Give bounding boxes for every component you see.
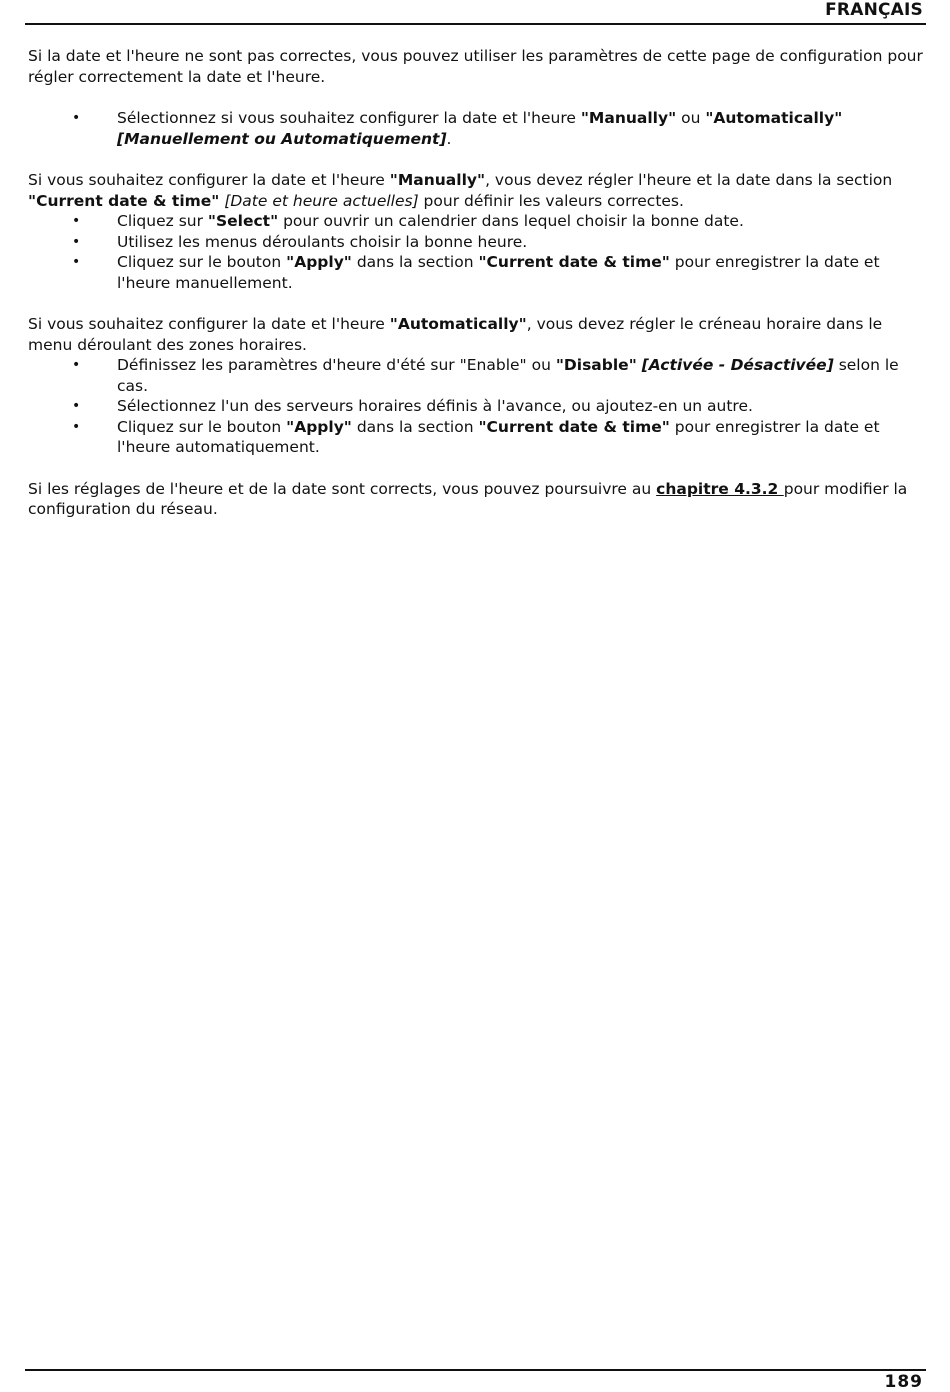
manual-steps-list xyxy=(28,211,923,293)
list-item: • Cliquez sur le bouton "Apply" dans la section "Current date & time" pour enregistrer la date et l'heure manuellement. xyxy=(28,252,923,293)
current-date-time-label: "Current date & time" xyxy=(28,191,220,210)
language-header: FRANÇAIS xyxy=(825,0,923,20)
translation-note: [Date et heure actuelles] xyxy=(224,191,419,210)
mode-selection-list xyxy=(28,108,923,149)
list-item: • Sélectionnez l'un des serveurs horaires définis à l'avance, ou ajoutez-en un autre. xyxy=(28,396,923,417)
disable-label: "Disable" xyxy=(555,356,637,374)
list-item: • Cliquez sur le bouton "Apply" dans la section "Current date & time" pour enregistrer la date et l'heure automatiquement. xyxy=(28,417,923,458)
header-rule xyxy=(25,23,926,25)
closing-paragraph: Si les réglages de l'heure et de la date sont corrects, vous pouvez poursuivre au chapitre 4.3.2 pour modifier la configuration du réseau. xyxy=(28,479,908,518)
page-content xyxy=(28,46,923,520)
automatic-steps-list xyxy=(28,355,923,458)
page-number: 189 xyxy=(884,1372,923,1392)
current-date-time-label: "Current date & time" xyxy=(478,417,670,436)
list-item: • Cliquez sur "Select" pour ouvrir un calendrier dans lequel choisir la bonne date. xyxy=(28,211,923,232)
automatically-label: "Automatically" xyxy=(705,109,843,127)
select-label: "Select" xyxy=(207,212,279,230)
chapter-link[interactable]: chapitre 4.3.2 xyxy=(656,479,784,498)
automatic-paragraph: Si vous souhaitez configurer la date et l'heure "Automatically", vous devez régler le créneau horaire dans le menu déroulant des zones horaires. xyxy=(28,315,883,354)
list-item: • Utilisez les menus déroulants choisir la bonne heure. xyxy=(28,232,923,253)
translation-note: [Manuellement ou Automatiquement] xyxy=(117,129,447,148)
automatically-label: "Automatically" xyxy=(389,315,527,333)
manually-label: "Manually" xyxy=(580,109,677,127)
manual-paragraph: Si vous souhaitez configurer la date et l'heure "Manually", vous devez régler l'heure et la date dans la section "Current date & time" [Date et heure actuelles] pour définir les valeurs correctes. xyxy=(28,171,893,210)
manually-label: "Manually" xyxy=(389,171,486,189)
list-item: • Sélectionnez si vous souhaitez configurer la date et l'heure "Manually" ou "Automatically" [Manuellement ou Automatiquement]. xyxy=(28,108,923,149)
footer-rule xyxy=(25,1369,926,1371)
current-date-time-label: "Current date & time" xyxy=(478,253,670,271)
apply-label: "Apply" xyxy=(286,253,352,271)
list-item: • Définissez les paramètres d'heure d'été sur "Enable" ou "Disable" [Activée - Désactivée] selon le cas. xyxy=(28,355,923,396)
translation-note: [Activée - Désactivée] xyxy=(641,356,834,374)
intro-paragraph: Si la date et l'heure ne sont pas correctes, vous pouvez utiliser les paramètres de cette page de configuration pour régler correctement la date et l'heure. xyxy=(28,47,923,86)
apply-label: "Apply" xyxy=(286,417,352,436)
